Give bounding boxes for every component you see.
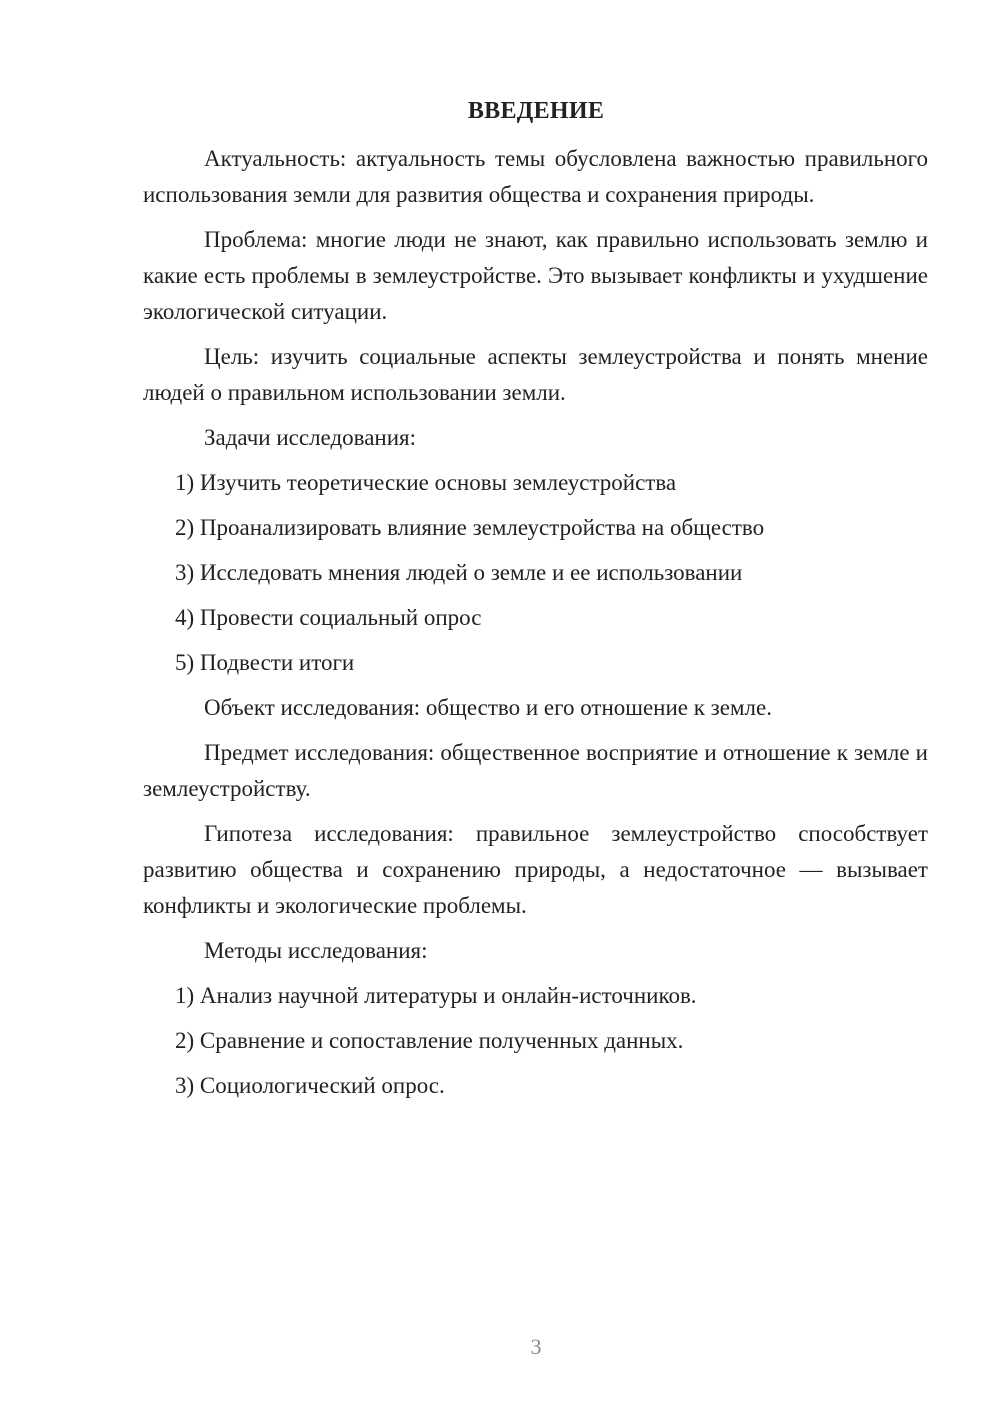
list-item: 3) Исследовать мнения людей о земле и ее использовании	[175, 560, 743, 585]
list-item: 1) Анализ научной литературы и онлайн-источников.	[175, 983, 697, 1008]
methods-heading: Методы исследования:	[204, 938, 428, 963]
relevance-paragraph: Актуальность: актуальность темы обусловлена важностью правильного использования земли для развития общества и сохранения природы.	[143, 146, 928, 207]
list-item: 2) Проанализировать влияние землеустройства на общество	[175, 515, 765, 540]
section-title: ВВЕДЕНИЕ	[467, 98, 605, 124]
methods-list	[143, 978, 928, 1104]
subject-paragraph: Предмет исследования: общественное восприятие и отношение к земле и землеустройству.	[143, 740, 928, 801]
object-paragraph: Объект исследования: общество и его отношение к земле.	[204, 695, 772, 720]
list-item: 5) Подвести итоги	[175, 650, 355, 675]
hypothesis-paragraph: Гипотеза исследования: правильное землеустройство способствует развитию общества и сохранению природы, а недостаточное — вызывает конфликты и экологические проблемы.	[143, 821, 928, 918]
document-body	[143, 141, 928, 1113]
tasks-list	[143, 465, 928, 681]
goal-paragraph: Цель: изучить социальные аспекты землеустройства и понять мнение людей о правильном использовании земли.	[143, 344, 928, 405]
list-item: 3) Социологический опрос.	[175, 1073, 445, 1098]
tasks-heading: Задачи исследования:	[204, 425, 417, 450]
problem-paragraph: Проблема: многие люди не знают, как правильно использовать землю и какие есть проблемы в землеустройстве. Это вызывает конфликты и ухудшение экологической ситуации.	[143, 227, 928, 324]
list-item: 2) Сравнение и сопоставление полученных данных.	[175, 1028, 684, 1053]
list-item: 1) Изучить теоретические основы землеустройства	[175, 470, 677, 495]
page-number: 3	[530, 1334, 542, 1359]
list-item: 4) Провести социальный опрос	[175, 605, 482, 630]
